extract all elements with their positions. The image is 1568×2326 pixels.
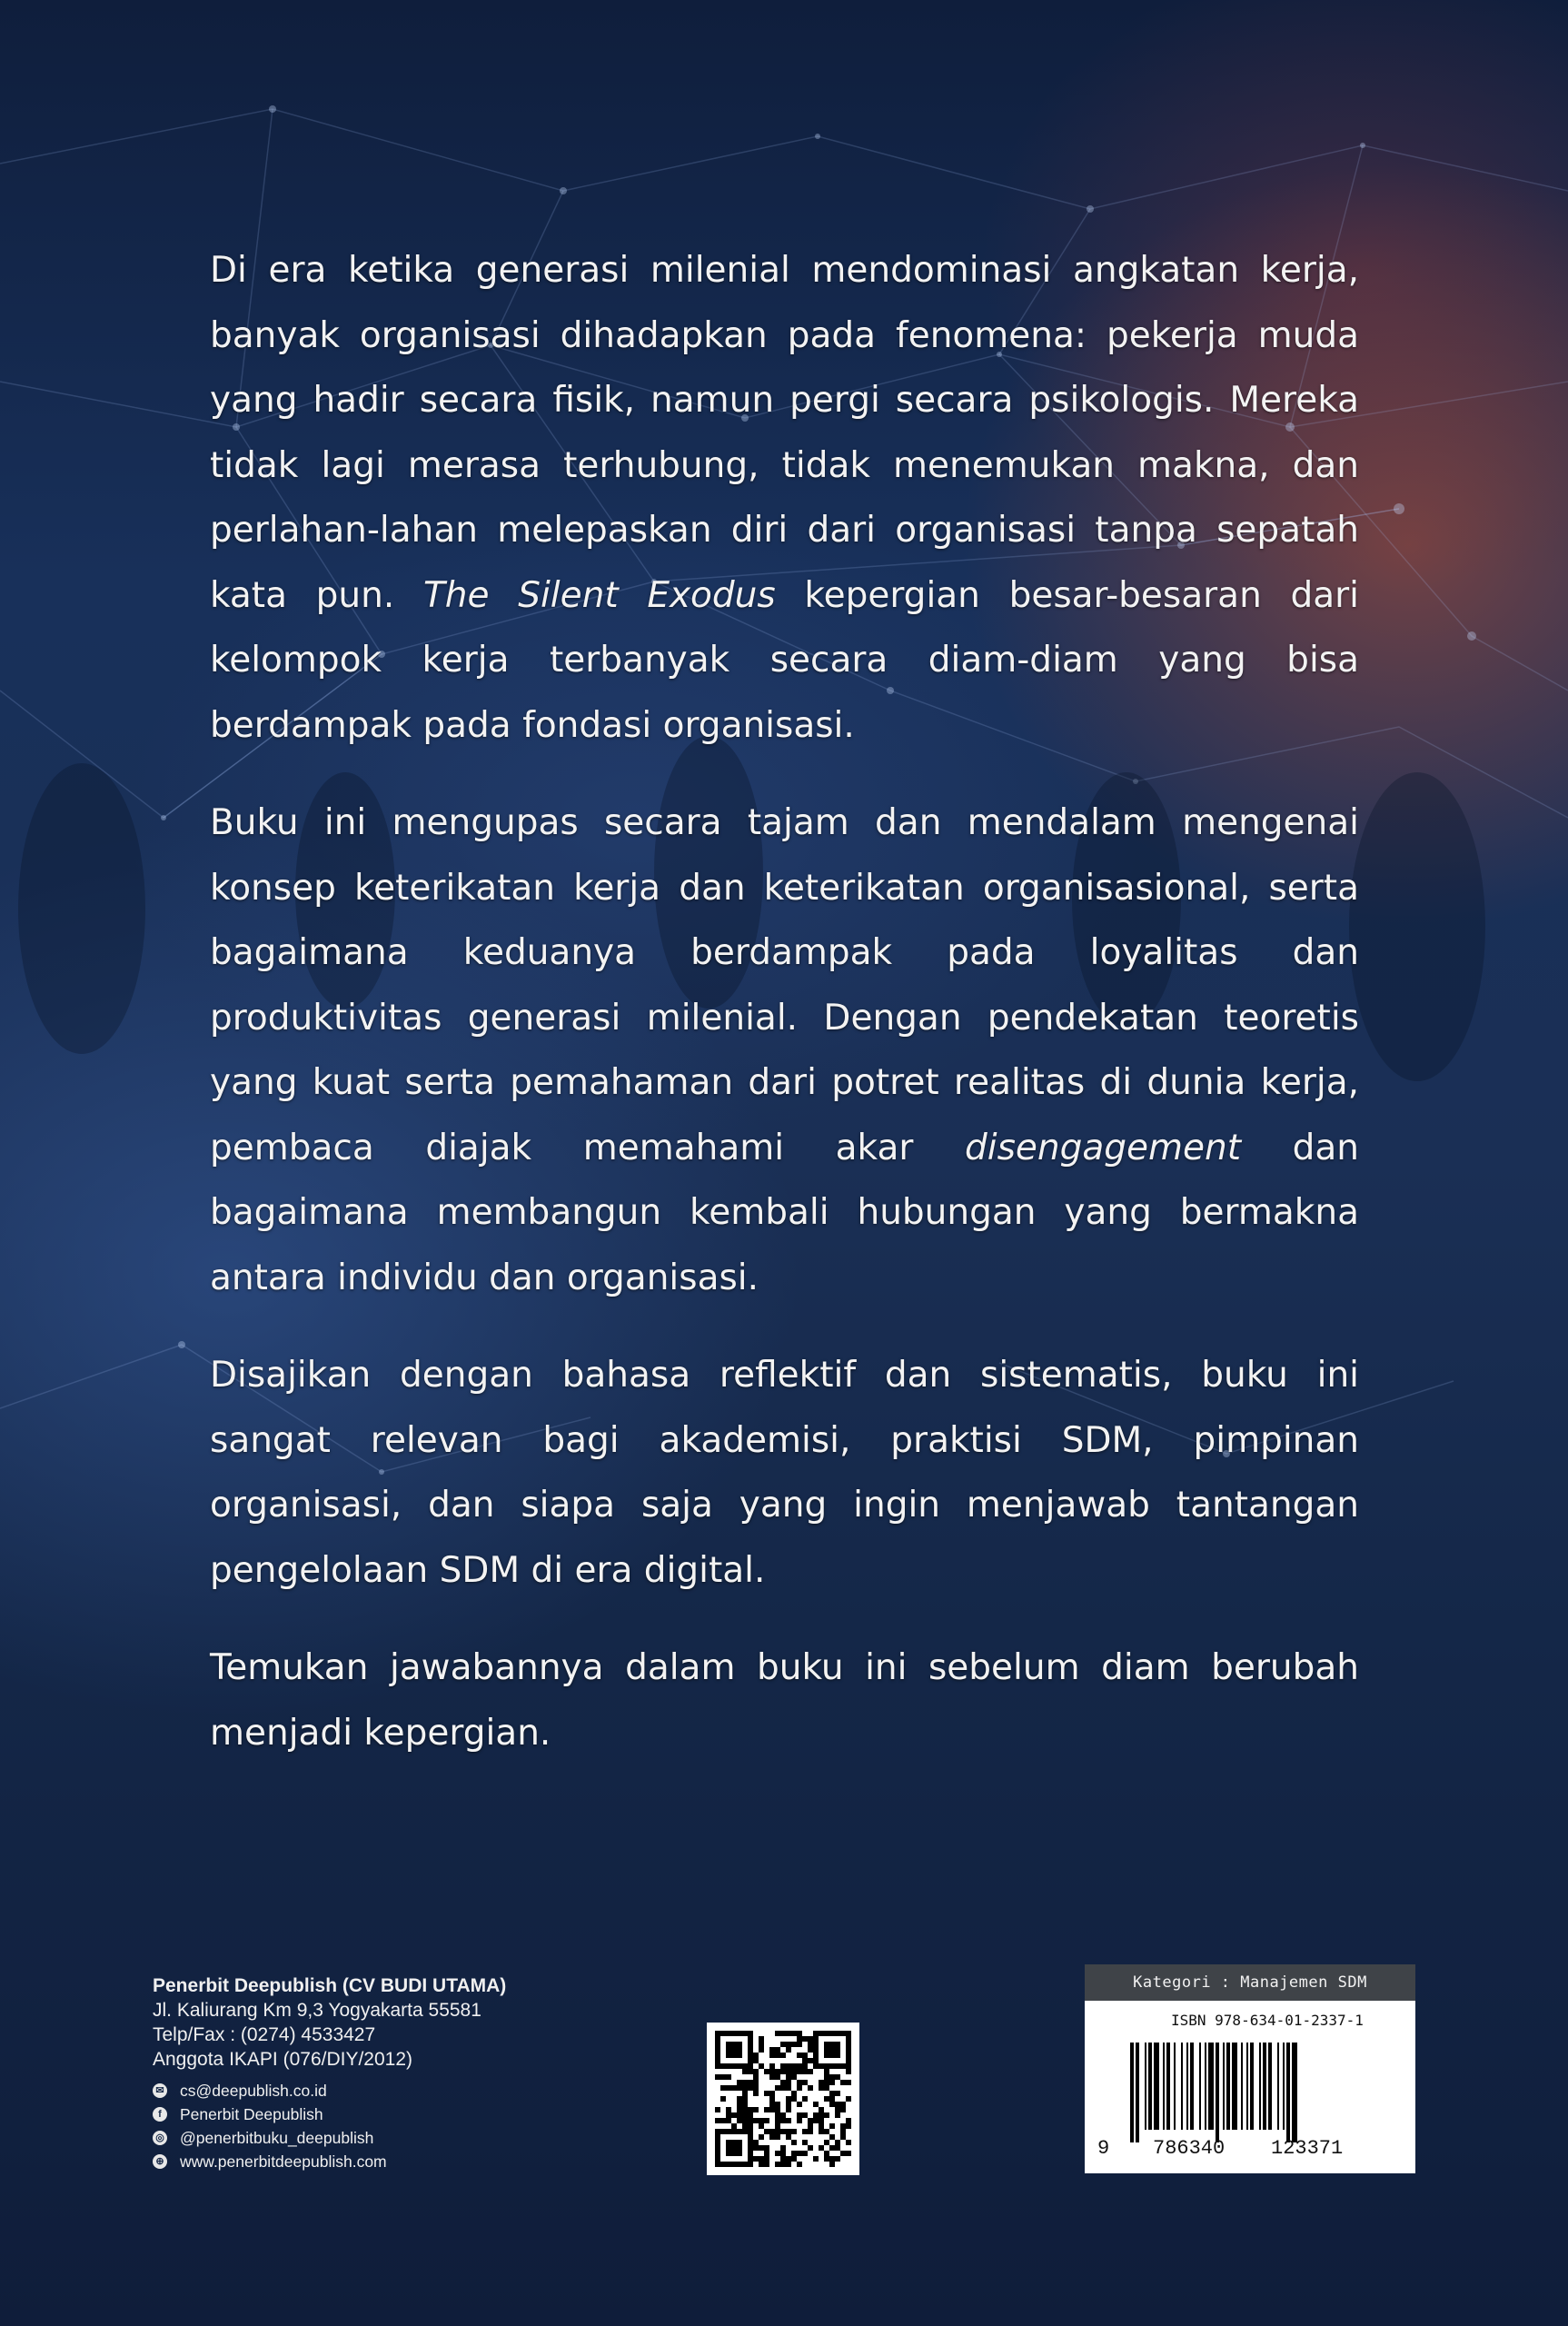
description-paragraph-3: Disajikan dengan bahasa reflektif dan sistematis, buku ini sangat relevan bagi akademisi, praktisi SDM, pimpinan organisasi, dan siapa saja yang ingin menjawab tantangan pengelolaan SDM di era digital. [210, 1355, 1359, 1591]
p1-text-before: Di era ketika generasi milenial mendominasi angkatan kerja, banyak organisasi dihadapkan pada fenomena: pekerja muda yang hadir secara fisik, namun pergi secara psikologis. Mereka tidak lagi merasa terhubung, tidak menemukan makna, dan perlahan-lahan melepaskan diri dari organisasi tanpa sepatah kata pun. [210, 250, 1359, 616]
description-paragraph-2 [210, 790, 1359, 1310]
contact-instagram-text: @penerbitbuku_deepublish [180, 2129, 374, 2147]
isbn-number: ISBN 978-634-01-2337-1 [1171, 2012, 1364, 2029]
barcode-panel [1085, 2001, 1415, 2173]
p2-italic-term: disengagement [964, 1127, 1242, 1168]
email-icon: ✉ [153, 2083, 167, 2098]
publisher-membership: Anggota IKAPI (076/DIY/2012) [153, 2049, 413, 2070]
barcode-digits-right: 123371 [1271, 2137, 1344, 2160]
publisher-address: Jl. Kaliurang Km 9,3 Yogyakarta 55581 [153, 2000, 481, 2021]
isbn-barcode [1085, 1964, 1415, 2173]
contact-website [153, 2150, 580, 2173]
barcode-digits-left: 786340 [1153, 2137, 1226, 2160]
description-paragraph-1 [210, 238, 1359, 758]
contact-email-text: cs@deepublish.co.id [180, 2082, 327, 2100]
p2-text-before: Buku ini mengupas secara tajam dan mendalam mengenai konsep keterikatan kerja dan keterikatan organisasional, serta bagaimana keduanya berdampak pada loyalitas dan produktivitas generasi milenial. Dengan pendekatan teoretis yang kuat serta pemahaman dari potret realitas di dunia kerja, pembaca diajak memahami akar [210, 802, 1359, 1168]
p2-text-after: dan bagaimana membangun kembali hubungan yang bermakna antara individu dan organisasi. [210, 1127, 1359, 1298]
p1-text-after: kepergian besar-besaran dari kelompok kerja terbanyak secara diam-diam yang bisa berdampak pada fondasi organisasi. [210, 574, 1359, 746]
barcode-digit-first: 9 [1097, 2137, 1110, 2160]
contact-website-text: www.penerbitdeepublish.com [180, 2152, 387, 2171]
contact-instagram [153, 2126, 580, 2150]
contact-facebook [153, 2102, 580, 2126]
publisher-name: Penerbit Deepublish (CV BUDI UTAMA) [153, 1975, 507, 1996]
contact-facebook-text: Penerbit Deepublish [180, 2105, 323, 2123]
publisher-contacts [153, 2079, 580, 2173]
publisher-phone: Telp/Fax : (0274) 4533427 [153, 2024, 376, 2045]
p1-italic-title: The Silent Exodus [422, 574, 776, 616]
description-paragraph-4: Temukan jawabannya dalam buku ini sebelum diam berubah menjadi kepergian. [210, 1647, 1359, 1754]
facebook-icon: f [153, 2107, 167, 2122]
contact-email [153, 2079, 580, 2102]
category-label: Kategori : Manajemen SDM [1085, 1964, 1415, 2001]
barcode-bars [1130, 2043, 1375, 2142]
qr-code [707, 2023, 859, 2175]
book-description [210, 238, 1359, 1798]
instagram-icon: ◎ [153, 2131, 167, 2145]
publisher-info [153, 1973, 580, 2173]
globe-icon: ⊕ [153, 2154, 167, 2169]
